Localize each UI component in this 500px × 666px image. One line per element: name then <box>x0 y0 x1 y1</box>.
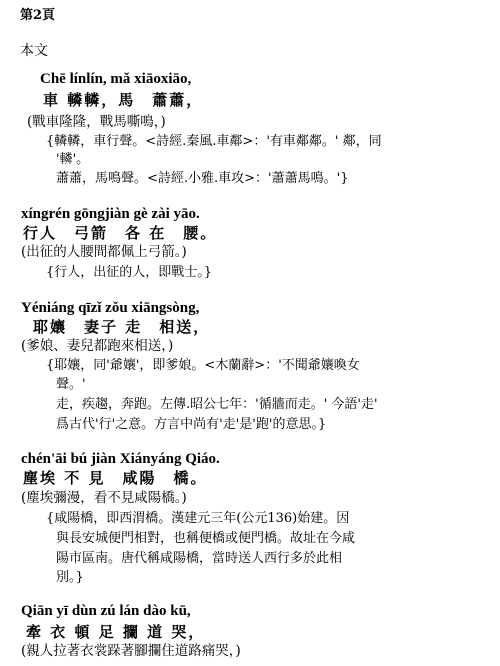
stanza-4-hanzi: 塵埃 不 見 咸陽 橋。 <box>23 469 208 487</box>
stanza-5-hanzi: 牽 衣 頓 足 攔 道 哭， <box>26 623 206 641</box>
stanza-2-translation: (出征的人腰間都佩上弓箭。) <box>21 244 187 260</box>
stanza-2-note-line: {行人，出征的人，即戰士。} <box>46 265 213 280</box>
stanza-5-pinyin: Qiān yī dùn zú lán dào kū, <box>21 603 191 619</box>
stanza-4-note-line: 別。} <box>56 570 84 585</box>
stanza-1-hanzi: 車 轔轔，馬 蕭蕭， <box>43 91 204 109</box>
stanza-4-translation: (塵埃彌漫，看不見咸陽橋。) <box>21 490 187 506</box>
page-number-heading: 第2頁 <box>20 8 56 23</box>
stanza-1-translation: (戰車隆隆，戰馬嘶鳴，) <box>27 114 166 130</box>
stanza-3-note-line: {耶孃，同'爺孃'，即爹娘。<木蘭辭>：'不聞爺孃喚女 <box>46 358 360 373</box>
stanza-1-pinyin: Chē línlín, mǎ xiāoxiāo, <box>40 71 192 87</box>
stanza-2-pinyin: xíngrén gōngjiàn gè zài yāo. <box>21 206 200 222</box>
stanza-3-note-line: 走，疾趨，奔跑。左傳.昭公七年：'循牆而走。' 今語'走' <box>56 397 378 412</box>
stanza-4-note-line: {咸陽橋，即西渭橋。漢建元三年(公元136)始建。因 <box>46 511 350 526</box>
stanza-5-translation: (親人拉著衣裳跺著腳攔住道路痛哭，) <box>21 643 241 659</box>
stanza-1-note-line: {轔轔，車行聲。<詩經.秦風.車鄰>：'有車鄰鄰。' 鄰，同 <box>46 134 382 149</box>
section-heading: 本文 <box>20 43 48 59</box>
stanza-1-note-line: 蕭蕭，馬鳴聲。<詩經.小雅.車攻>：'蕭蕭馬鳴。'} <box>56 171 349 186</box>
stanza-3-pinyin: Yéniáng qīzǐ zǒu xiāngsòng, <box>21 300 200 316</box>
stanza-2-hanzi: 行人 弓箭 各 在 腰。 <box>23 224 218 242</box>
stanza-1-note-line: '轔'。 <box>56 152 90 167</box>
stanza-3-hanzi: 耶孃 妻子 走 相送， <box>33 318 211 336</box>
stanza-3-note-line: 聲。' <box>56 377 86 392</box>
stanza-4-note-line: 與長安城便門相對，也稱便橋或便門橋。故址在今咸 <box>56 531 356 546</box>
stanza-4-pinyin: chén'āi bú jiàn Xiányáng Qiáo. <box>21 451 220 467</box>
stanza-3-note-line: 爲古代'行'之意。方言中尚有'走'是'跑'的意思。} <box>56 417 327 432</box>
stanza-3-translation: (爹娘、妻兒都跑來相送，) <box>21 338 174 354</box>
stanza-4-note-line: 陽市區南。唐代稱咸陽橋，當時送人西行多於此相 <box>56 551 343 566</box>
